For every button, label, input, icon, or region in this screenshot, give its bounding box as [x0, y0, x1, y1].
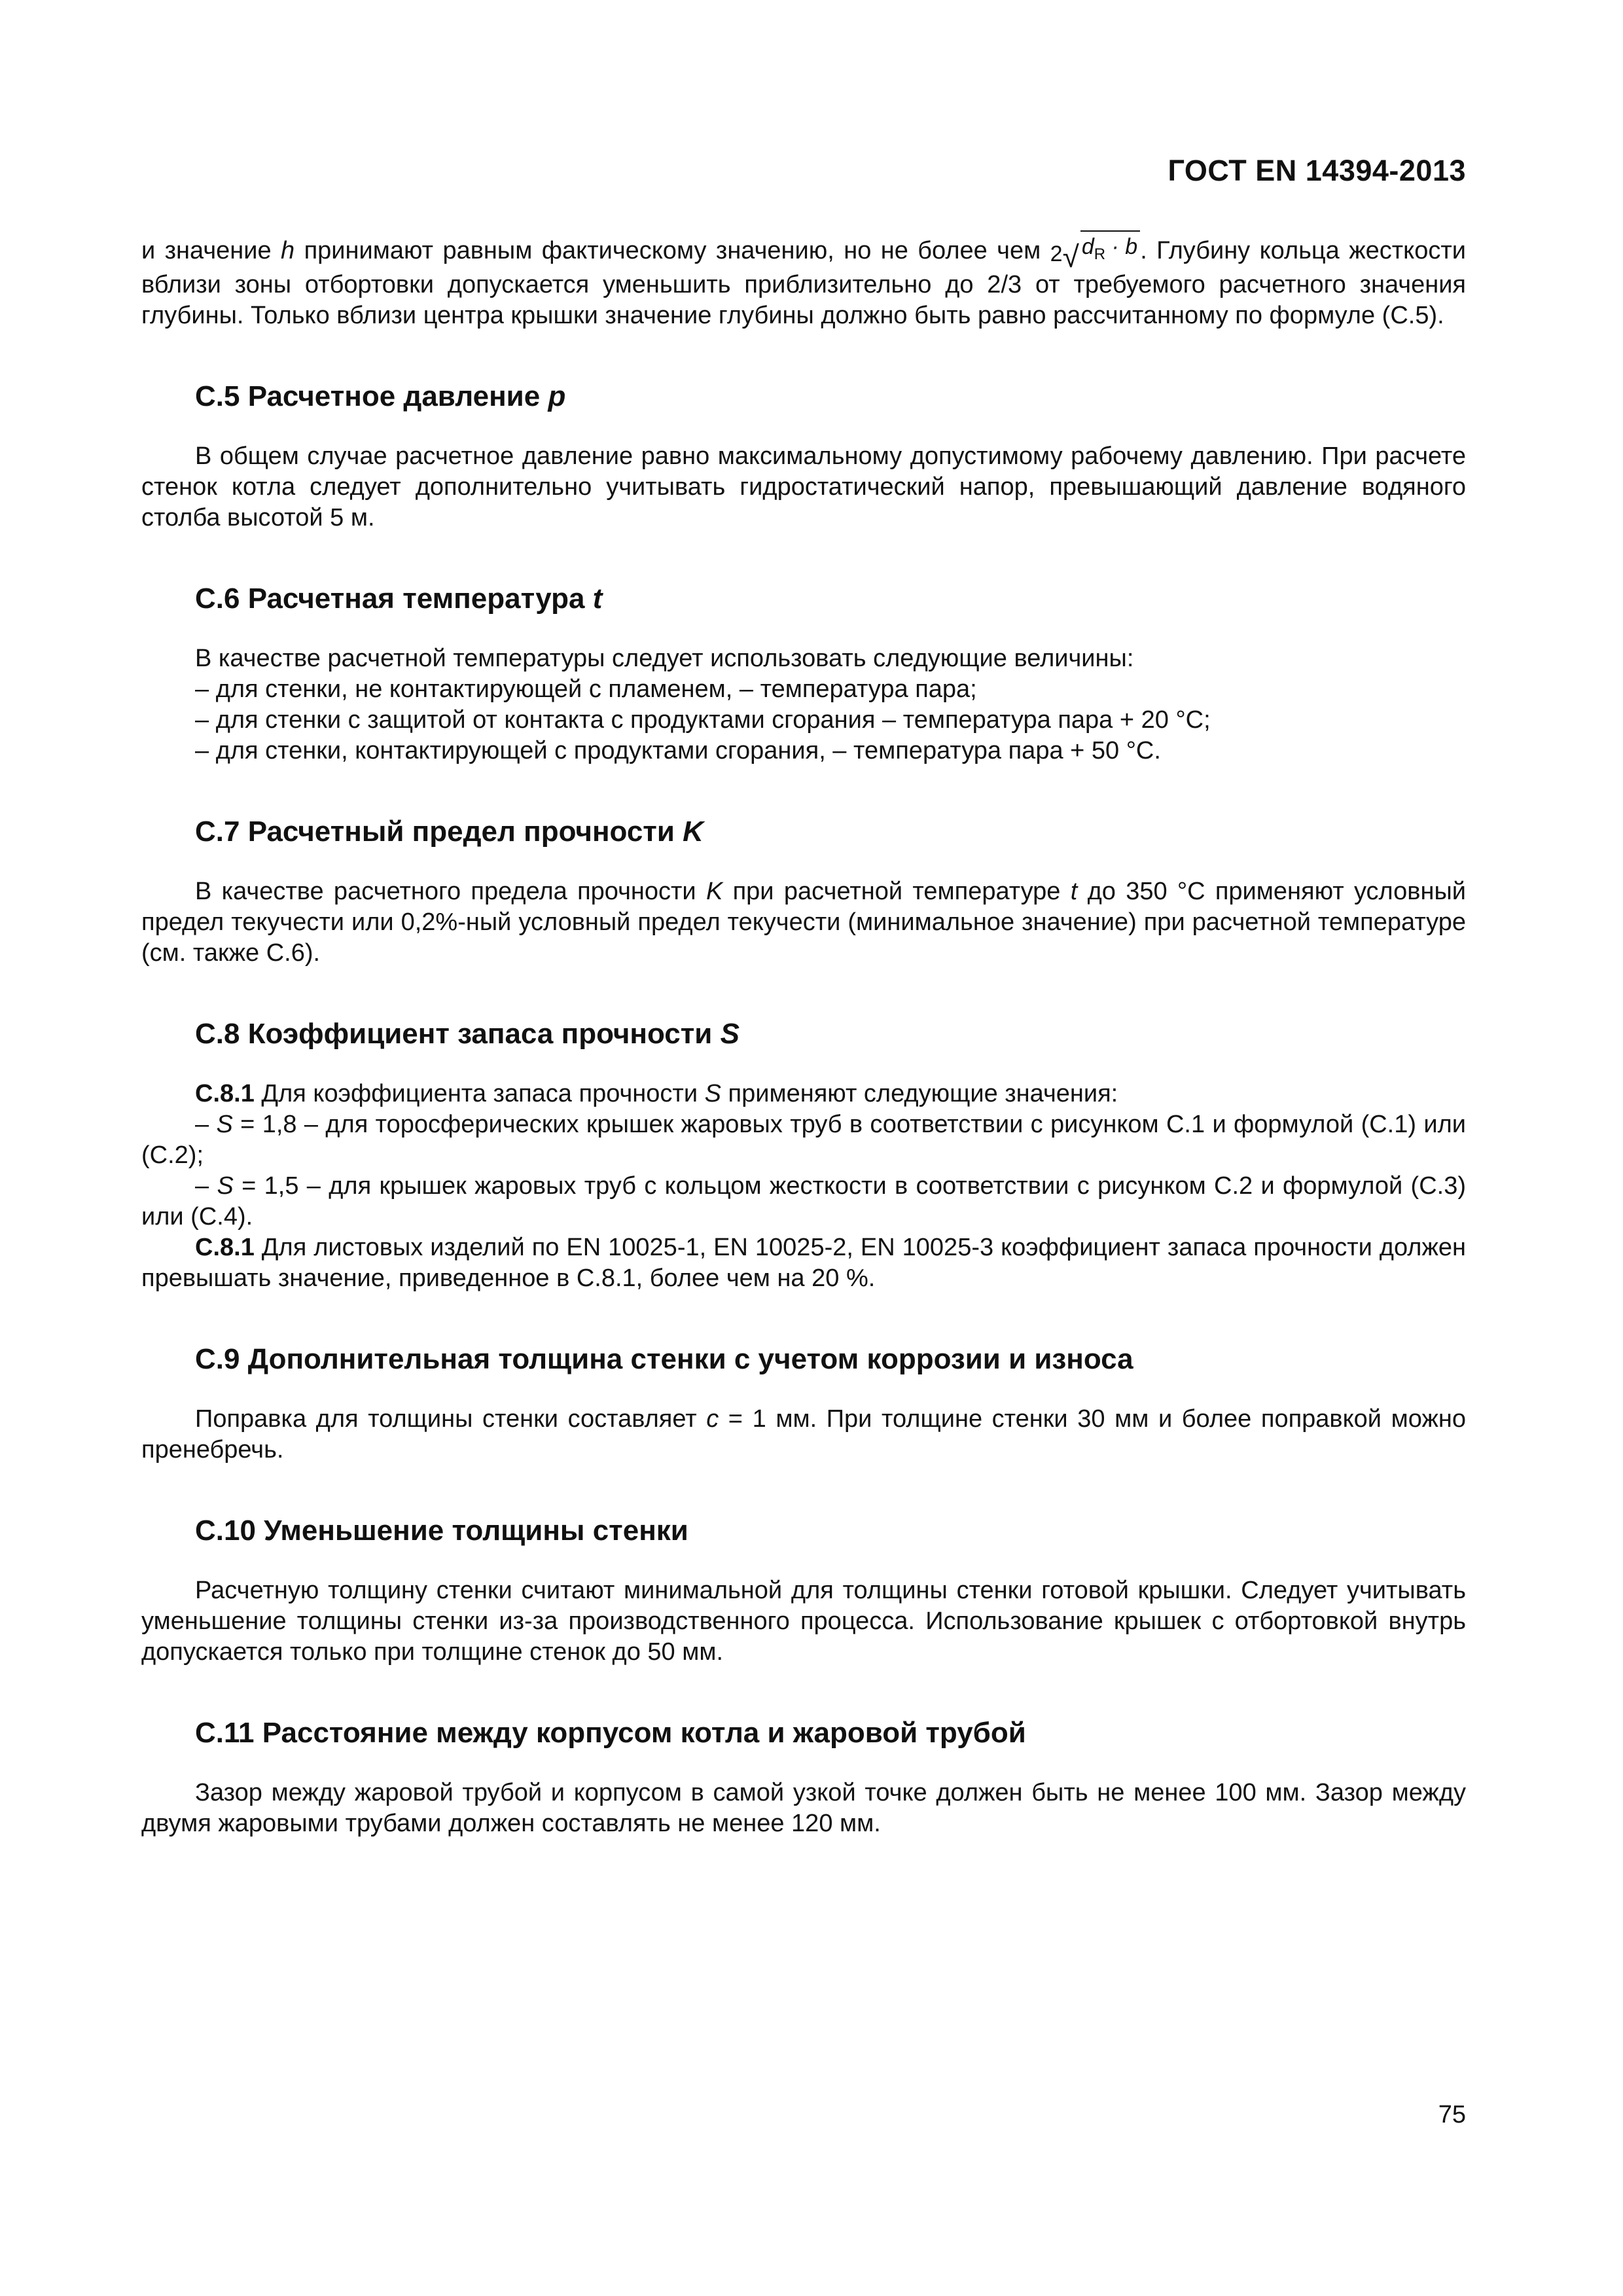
formula-b: · b — [1105, 234, 1138, 259]
clause-c8-1: С.8.1 Для коэффициента запаса прочности S применяют следующие значения: — [195, 1079, 1118, 1107]
section-c11 — [141, 1715, 1466, 1839]
text-span: принимают равным фактическому значению, но не более чем — [294, 236, 1050, 264]
section-title: С.10 Уменьшение толщины стенки — [195, 1514, 688, 1547]
list-item: – S = 1,8 – для торосферических крышек жаровых труб в соответствии с рисунком С.1 и формулой (С.1) или (С.2); — [141, 1110, 1466, 1169]
section-title: С.7 Расчетный предел прочности K — [195, 815, 704, 848]
document-header: ГОСТ EN 14394-2013 — [1168, 154, 1466, 187]
section-text: Поправка для толщины стенки составляет c = 1 мм. При толщине стенки 30 мм и более поправкой можно пренебречь. — [141, 1405, 1467, 1463]
section-c9 — [141, 1341, 1466, 1465]
section-text: Расчетную толщину стенки считают минимальной для толщины стенки готовой крышки. Следует учитывать уменьшение толщины стенки из-за производственного процесса. Использование крышек с отбортовкой внутрь допускается только при толщине стенок до 50 мм. — [141, 1576, 1466, 1666]
section-text: В качестве расчетной температуры следует использовать следующие величины: — [195, 644, 1134, 672]
root-sign: √ — [1062, 239, 1079, 274]
section-c8 — [141, 1016, 1466, 1294]
clause-c8-1-second: С.8.1 Для листовых изделий по EN 10025-1, EN 10025-2, EN 10025-3 коэффициент запаса прочности должен превышать значение, приведенное в С.8.1, более чем на 20 %. — [141, 1233, 1466, 1292]
intro-paragraph — [141, 230, 1466, 331]
text-span: . Глубину кольца жесткости вблизи зоны отбортовки допускается уменьшить приблизительно до 2/3 от требуемого расчетного значения глубины. Только вблизи центра крышки значение глубины должно быть равно рассчитанному по формуле (С.5). — [141, 236, 1466, 329]
section-c5 — [141, 378, 1466, 533]
list-item: – S = 1,5 – для крышек жаровых труб с кольцом жесткости в соответствии с рисунком С.2 и формулой (С.3) или (С.4). — [141, 1172, 1466, 1230]
var-h: h — [281, 236, 295, 264]
section-text: Зазор между жаровой трубой и корпусом в самой узкой точке должен быть не менее 100 мм. Зазор между двумя жаровыми трубами должен составлять не менее 120 мм. — [141, 1778, 1466, 1837]
section-title: С.5 Расчетное давление p — [195, 380, 566, 412]
section-title: С.6 Расчетная температура t — [195, 582, 603, 615]
formula-coef: 2 — [1050, 241, 1063, 266]
list-item: – для стенки, не контактирующей с пламенем, – температура пара; — [195, 675, 977, 703]
section-text: В общем случае расчетное давление равно максимальному допустимому рабочему давлению. При расчете стенок котла следует дополнительно учитывать гидростатический напор, превышающий давление водяного столба высотой 5 м. — [141, 442, 1466, 531]
page-content — [141, 230, 1466, 1839]
formula-sqrt — [1050, 230, 1141, 274]
section-title: С.8 Коэффициент запаса прочности S — [195, 1017, 740, 1050]
section-c10 — [141, 1513, 1466, 1668]
list-item: – для стенки с защитой от контакта с продуктами сгорания – температура пара + 20 °С; — [195, 706, 1211, 734]
section-c7 — [141, 814, 1466, 969]
page-number: 75 — [1438, 2101, 1466, 2128]
formula-radicand — [1080, 230, 1140, 270]
section-text: В качестве расчетного предела прочности K при расчетной температуре t до 350 °С применяют условный предел текучести или 0,2%-ный условный предел текучести (минимальное значение) при расчетной температуре (см. также С.6). — [141, 877, 1466, 967]
list-item: – для стенки, контактирующей с продуктами сгорания, – температура пара + 50 °С. — [195, 736, 1161, 764]
text-span: и значение — [141, 236, 281, 264]
section-c6 — [141, 581, 1466, 766]
section-title: С.9 Дополнительная толщина стенки с учетом коррозии и износа — [195, 1342, 1133, 1375]
formula-sub: R — [1094, 245, 1106, 263]
section-title: С.11 Расстояние между корпусом котла и жаровой трубой — [195, 1716, 1026, 1749]
formula-d: d — [1081, 234, 1094, 259]
